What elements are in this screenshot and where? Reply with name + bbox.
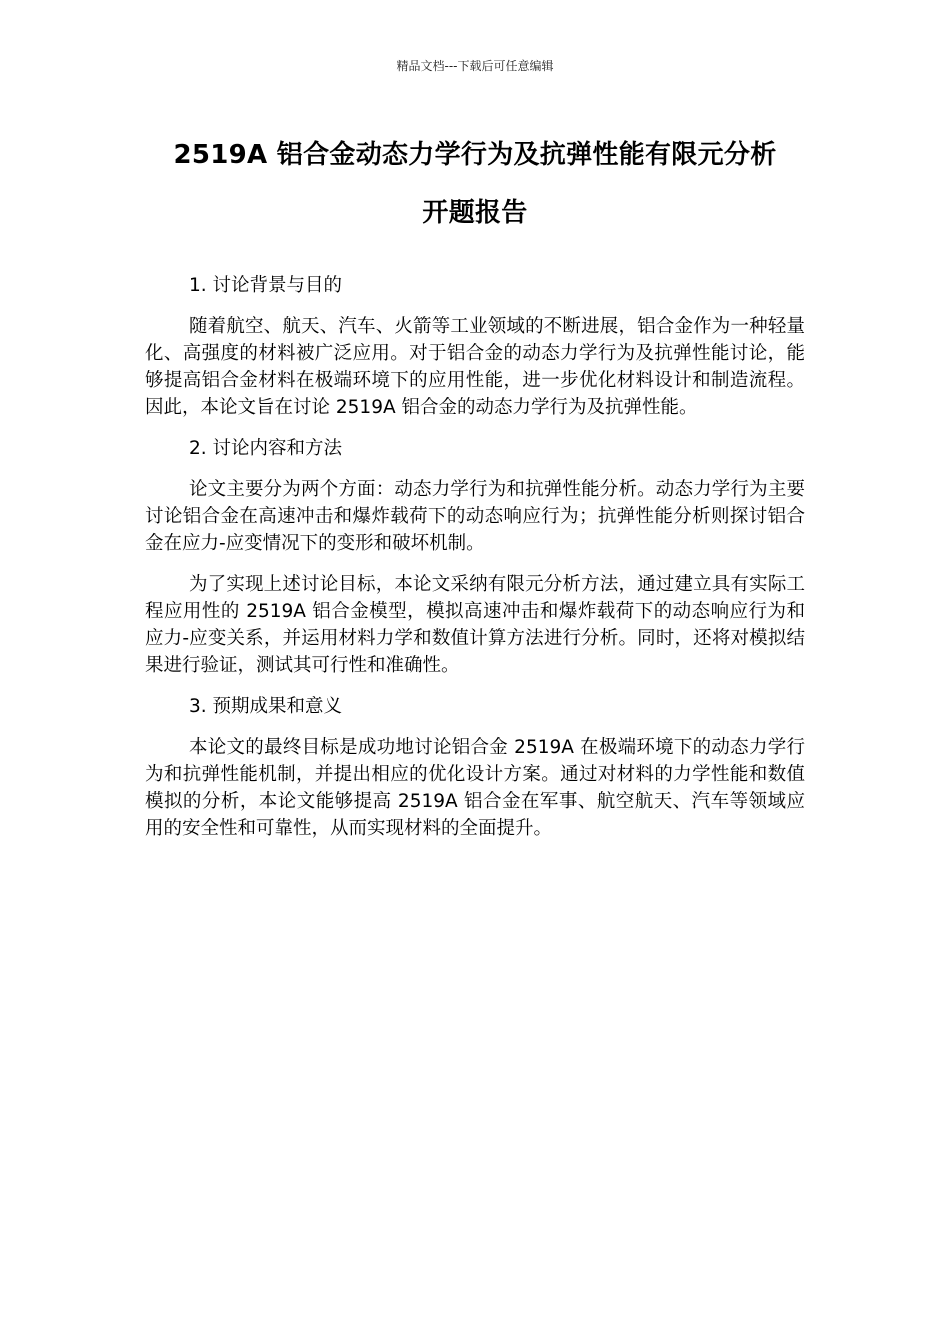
section-heading-2: 2. 讨论内容和方法 <box>189 438 343 459</box>
section-2-paragraph-2: 为了实现上述讨论目标，本论文采纳有限元分析方法，通过建立具有实际工程应用性的 2519A 铝合金模型，模拟高速冲击和爆炸载荷下的动态响应行为和应力-应变关系，并运用材料力学和数值计算方法进行分析。同时，还将对模拟结果进行验证，测试其可行性和准确性。 <box>145 574 805 676</box>
document-title-line-2: 开题报告 <box>422 198 528 228</box>
section-heading-1: 1. 讨论背景与目的 <box>189 275 343 296</box>
header-note: 精品文档---下载后可任意编辑 <box>396 59 554 73</box>
section-heading-3: 3. 预期成果和意义 <box>189 696 343 717</box>
document-title-line-1: 2519A 铝合金动态力学行为及抗弹性能有限元分析 <box>173 140 777 170</box>
section-2-paragraph-1: 论文主要分为两个方面：动态力学行为和抗弹性能分析。动态力学行为主要讨论铝合金在高速冲击和爆炸载荷下的动态响应行为；抗弹性能分析则探讨铝合金在应力-应变情况下的变形和破坏机制。 <box>145 479 805 554</box>
section-3-paragraph-1: 本论文的最终目标是成功地讨论铝合金 2519A 在极端环境下的动态力学行为和抗弹性能机制，并提出相应的优化设计方案。通过对材料的力学性能和数值模拟的分析，本论文能够提高 2519A 铝合金在军事、航空航天、汽车等领域应用的安全性和可靠性，从而实现材料的全面提升。 <box>145 737 805 839</box>
section-1-paragraph-1: 随着航空、航天、汽车、火箭等工业领域的不断进展，铝合金作为一种轻量化、高强度的材料被广泛应用。对于铝合金的动态力学行为及抗弹性能讨论，能够提高铝合金材料在极端环境下的应用性能，进一步优化材料设计和制造流程。因此，本论文旨在讨论 2519A 铝合金的动态力学行为及抗弹性能。 <box>145 316 805 418</box>
document-body <box>145 272 805 856</box>
